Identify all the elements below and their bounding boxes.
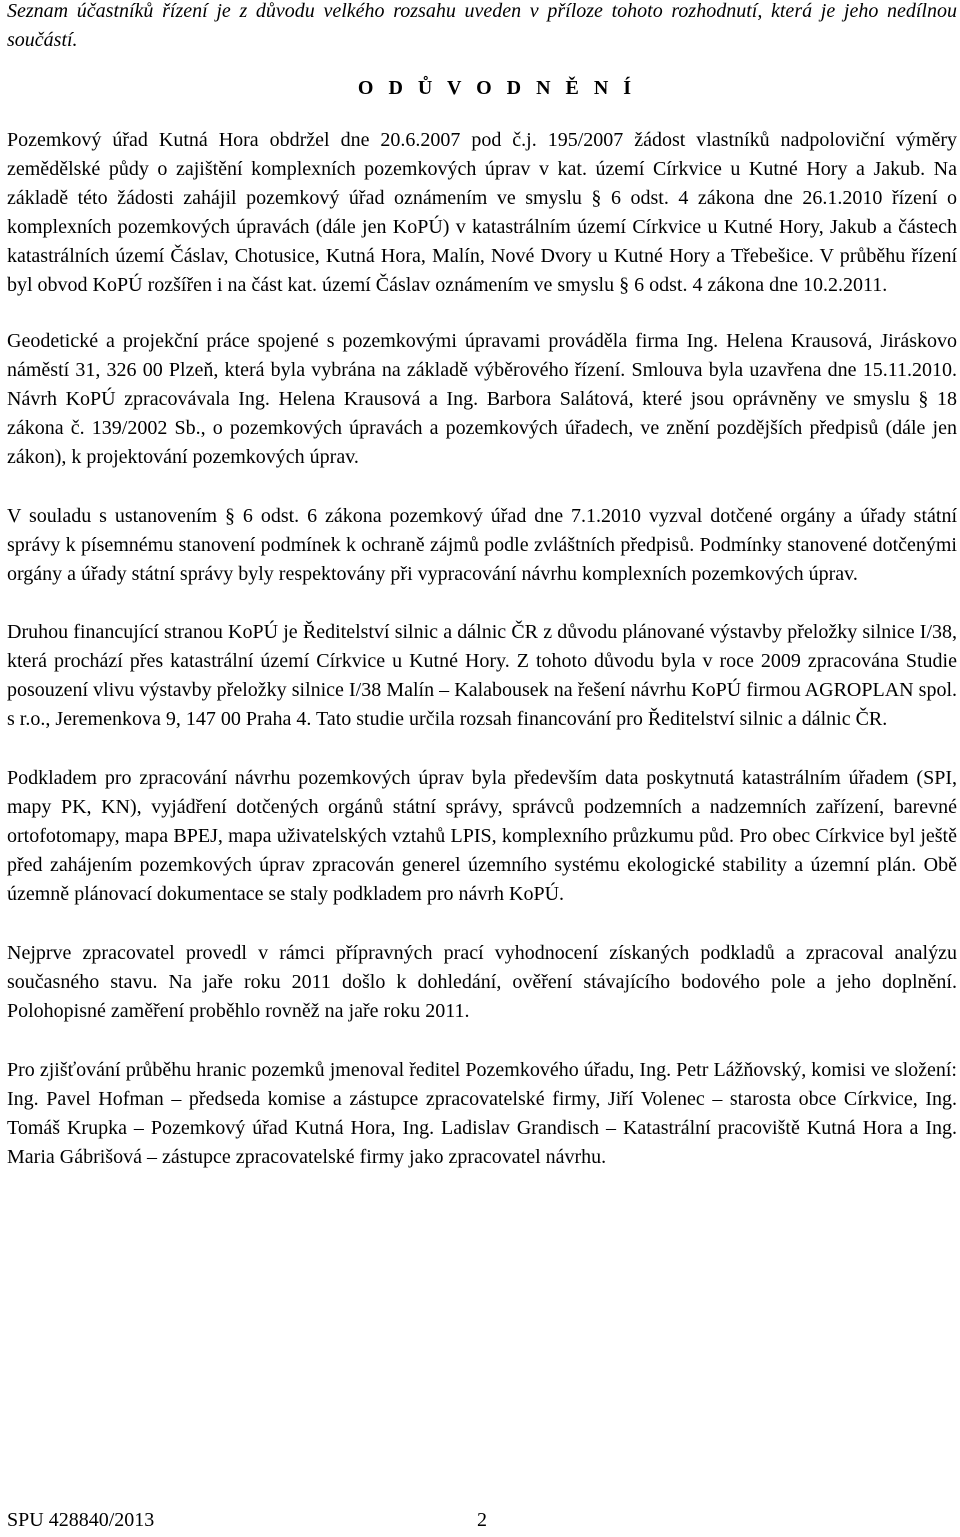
intro-text: Seznam účastníků řízení je z důvodu velkého rozsahu uveden v příloze tohoto rozhodnutí, která je jeho nedílnou součástí.: [7, 0, 957, 51]
section-heading: O D Ů V O D N Ě N Í: [357, 77, 637, 99]
paragraph-6: Nejprve zpracovatel provedl v rámci přípravných prací vyhodnocení získaných podkladů a zpracoval analýzu současného stavu. Na jaře roku 2011 došlo k dohledání, ověření stávajícího bodového pole a jeho doplnění. Polohopisné zaměření proběhlo rovněž na jaře roku 2011.: [7, 942, 957, 1022]
footer-page-number: 2: [477, 1509, 487, 1531]
document-page: [7, 0, 957, 1172]
paragraph-5: Podkladem pro zpracování návrhu pozemkových úprav byla především data poskytnutá katastrálním úřadem (SPI, mapy PK, KN), vyjádření dotčených orgánů státní správy, správců podzemních a nadzemních zařízení, barevné ortofotomapy, mapa BPEJ, mapa uživatelských vztahů LPIS, komplexního průzkumu půd. Pro obec Církvice byl ještě před zahájením pozemkových úprav zpracován generel územního systému ekologické stability a územní plán. Obě územně plánovací dokumentace se staly podkladem pro návrh KoPÚ.: [7, 767, 957, 905]
paragraph-3: V souladu s ustanovením § 6 odst. 6 zákona pozemkový úřad dne 7.1.2010 vyzval dotčené orgány a úřady státní správy k písemnému stanovení podmínek k ochraně zájmů podle zvláštních předpisů. Podmínky stanovené dotčenými orgány a úřady státní správy byly respektovány při vypracování návrhu komplexních pozemkových úprav.: [7, 505, 957, 585]
paragraph-1: Pozemkový úřad Kutná Hora obdržel dne 20.6.2007 pod č.j. 195/2007 žádost vlastníků nadpoloviční výměry zemědělské půdy o zajištění komplexních pozemkových úprav v kat. území Církvice u Kutné Hory a Jakub. Na základě této žádosti zahájil pozemkový úřad oznámením ve smyslu § 6 odst. 4 zákona dne 26.1.2010 řízení o komplexních pozemkových úpravách (dále jen KoPÚ) v katastrálním území Církvice u Kutné Hory, Jakub a částech katastrálních území Čáslav, Chotusice, Kutná Hora, Malín, Nové Dvory u Kutné Hory a Třebešice. V průběhu řízení byl obvod KoPÚ rozšířen i na část kat. území Čáslav oznámením ve smyslu § 6 odst. 4 zákona dne 10.2.2011.: [7, 129, 957, 296]
paragraph-2: Geodetické a projekční práce spojené s pozemkovými úpravami prováděla firma Ing. Helena Krausová, Jiráskovo náměstí 31, 326 00 Plzeň, která byla vybrána na základě výběrového řízení. Smlouva byla uzavřena dne 15.11.2010. Návrh KoPÚ zpracovávala Ing. Helena Krausová a Ing. Barbora Salátová, které jsou oprávněny ve smyslu § 18 zákona č. 139/2002 Sb., o pozemkových úpravách a pozemkových úřadech, ve znění pozdějších předpisů (dále jen zákon), k projektování pozemkových úprav.: [7, 330, 957, 468]
paragraph-4: Druhou financující stranou KoPÚ je Ředitelství silnic a dálnic ČR z důvodu plánované výstavby přeložky silnice I/38, která prochází přes katastrální území Církvice u Kutné Hory. Z tohoto důvodu byla v roce 2009 zpracována Studie posouzení vlivu výstavby přeložky silnice I/38 Malín – Kalabousek na řešení návrhu KoPÚ firmou AGROPLAN spol. s r.o., Jeremenkova 9, 147 00 Praha 4. Tato studie určila rozsah financování pro Ředitelství silnic a dálnic ČR.: [7, 621, 957, 730]
footer-document-id: SPU 428840/2013: [7, 1509, 155, 1531]
paragraph-7: Pro zjišťování průběhu hranic pozemků jmenoval ředitel Pozemkového úřadu, Ing. Petr Lážňovský, komisi ve složení: Ing. Pavel Hofman – předseda komise a zástupce zpracovatelské firmy, Jiří Volenec – starosta obce Církvice, Ing. Tomáš Krupka – Pozemkový úřad Kutná Hora, Ing. Ladislav Grandisch – Katastrální pracoviště Kutná Hora a Ing. Maria Gábrišová – zástupce zpracovatelské firmy jako zpracovatel návrhu.: [7, 1059, 957, 1168]
